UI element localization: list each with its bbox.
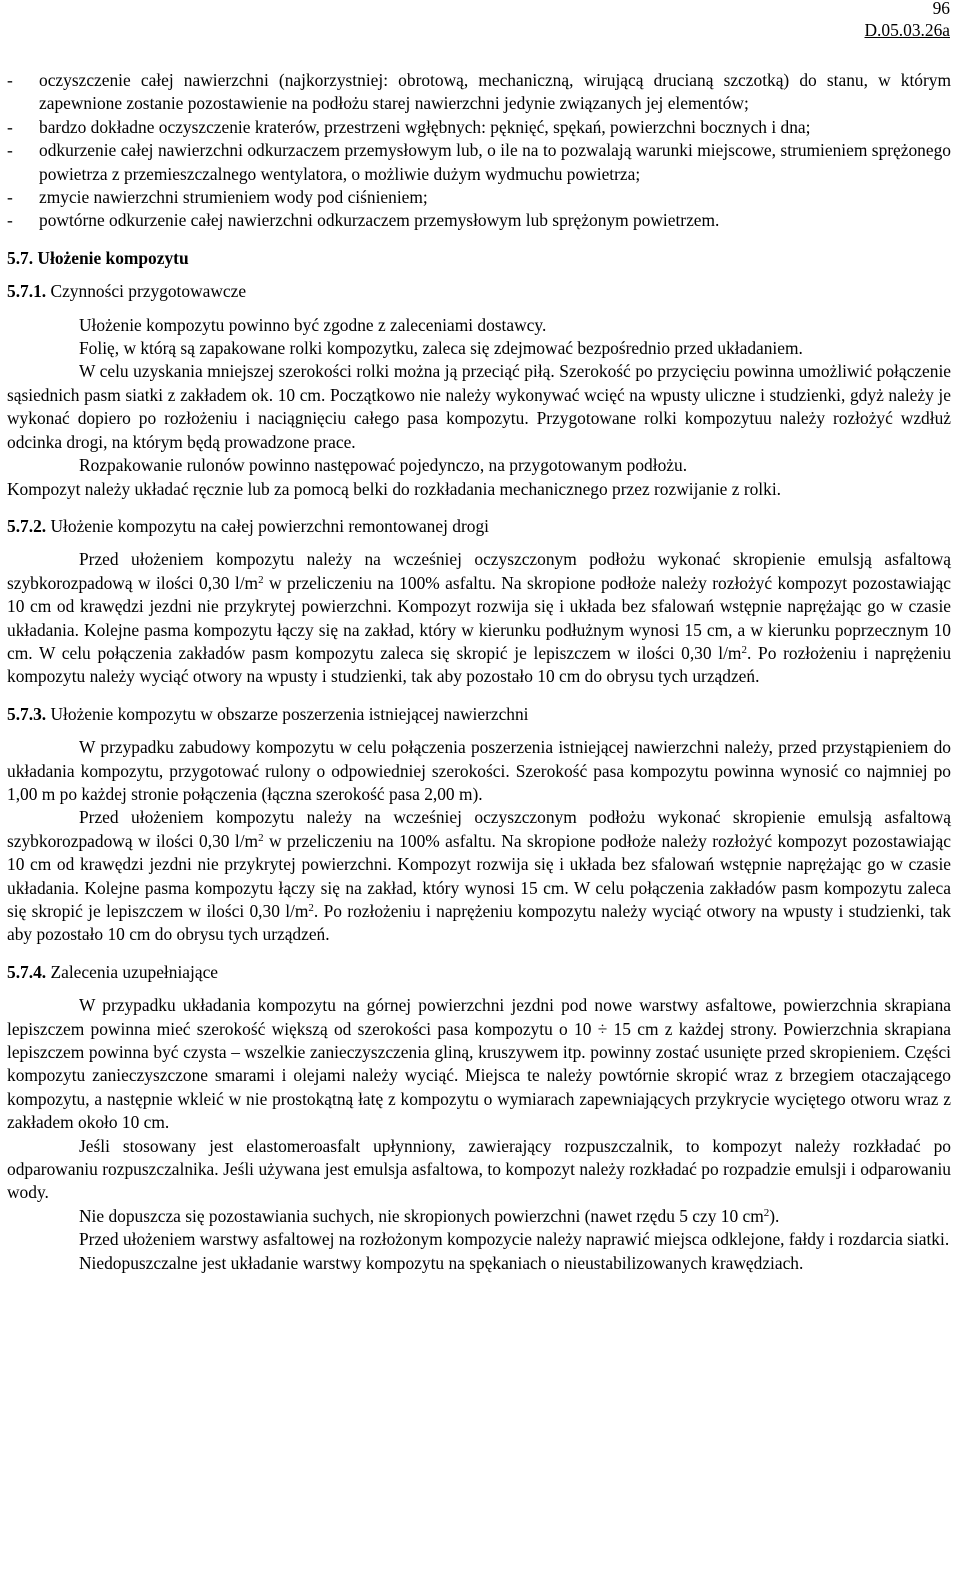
subsection-heading-5-7-4: 5.7.4. Zalecenia uzupełniające: [7, 961, 219, 982]
page-number: 96: [932, 0, 950, 18]
paragraph: Niedopuszczalne jest układanie warstwy kompozytu na spękaniach o nieustabilizowanych krawędziach.: [79, 1252, 804, 1273]
list-item: - bardzo dokładne oczyszczenie kraterów, przestrzeni wgłębnych: pęknięć, spękań, powierzchni bocznych i dna;: [7, 116, 811, 137]
section-heading-5-7: 5.7. Ułożenie kompozytu: [7, 247, 189, 268]
paragraph: Nie dopuszcza się pozostawiania suchych, nie skropionych powierzchni (nawet rzędu 5 czy 10 $cm^2$).: [79, 1205, 780, 1226]
bullet-list: [7, 69, 951, 233]
subsection-heading-5-7-2: 5.7.2. Ułożenie kompozytu na całej powierzchni remontowanej drogi: [7, 515, 489, 536]
paragraph: Przed ułożeniem kompozytu należy na wcześniej oczyszczonym podłożu wykonać skropienie emulsją asfaltową szybkorozpadową w ilości 0,30 $l/m^2$ w przeliczeniu na 100% asfaltu. Na skropione podłoże należy rozłożyć kompozyt pozostawiając 10 cm od krawędzi jezdni nie przykrytej powierzchni. Kompozyt rozwija się i układa bez sfalowań wstępnie naprężając go w czasie układania. Kolejne pasma kompozytu łączy się na zakład, który w kierunku podłużnym wynosi 15 cm, a w kierunku poprzecznym 10 cm. W celu połączenia zakładów pasm kompozytu zaleca się skropić je lepiszczem w ilości 0,30 $l/m^2$. Po rozłożeniu i naprężeniu kompozytu należy wyciąć otwory na wpusty i studzienki, tak aby pozostało 10 cm do obrysu tych urządzeń.: [7, 549, 952, 687]
subsection-5-7-2-body: [7, 548, 951, 688]
list-item: - zmycie nawierzchni strumieniem wody pod ciśnieniem;: [7, 187, 428, 208]
list-item: - odkurzenie całej nawierzchni odkurzaczem przemysłowym lub, o ile na to pozwalają warunki miejscowe, strumieniem sprężonego powietrza z przemieszczalnego wentylatora, o możliwie dużym wydmuchu powietrza;: [7, 140, 951, 184]
document-code: D.05.03.26a: [864, 20, 950, 40]
paragraph: Ułożenie kompozytu powinno być zgodne z zaleceniami dostawcy.: [79, 314, 547, 335]
paragraph: W przypadku zabudowy kompozytu w celu połączenia poszerzenia istniejącej nawierzchni należy, przed przystąpieniem do układania kompozytu, przygotować rulony o odpowiedniej szerokości. Szerokość pasa kompozytu powinna wynosić co najmniej po 1,00 m po każdej stronie połączenia (łączna szerokość pasa 2,00 m).: [7, 737, 951, 804]
subsection-5-7-1-body: [7, 314, 951, 501]
paragraph: W przypadku układania kompozytu na górnej powierzchni jezdni pod nowe warstwy asfaltowe, powierzchnia skrapiana lepiszczem powinna mieć szerokość większą od szerokości pasa kompozytu o 10 ÷ 15 cm z każdej strony. Powierzchnia skrapiana lepiszczem powinna być czysta – wszelkie zanieczyszczenia gliną, kruszywem itp. powinny zostać usunięte przed skropieniem. Części kompozytu zanieczyszczone smarami i olejami należy wyciąć. Miejsca te należy powtórnie skropić wraz z brzegiem otaczającego kompozytu, a następnie wkleić w nie prostokątną łatę z kompozytu o wymiarach zapewniających przykrycie wyciętego otworu wraz z zakładem około 10 cm.: [7, 995, 951, 1133]
page-header: [865, 0, 951, 41]
list-item: - oczyszczenie całej nawierzchni (najkorzystniej: obrotową, mechaniczną, wirującą drucianą szczotką) do stanu, w którym zapewnione zostanie pozostawienie na podłożu starej nawierzchni jedynie związanych jej elementów;: [7, 70, 951, 114]
subsection-heading-5-7-3: 5.7.3. Ułożenie kompozytu w obszarze poszerzenia istniejącej nawierzchni: [7, 703, 529, 724]
paragraph: Kompozyt należy układać ręcznie lub za pomocą belki do rozkładania mechanicznego przez rozwijanie z rolki.: [7, 478, 782, 499]
paragraph: Jeśli stosowany jest elastomeroasfalt upłynniony, zawierający rozpuszczalnik, to kompozyt należy rozkładać po odparowaniu rozpuszczalnika. Jeśli używana jest emulsja asfaltowa, to kompozyt należy rozkładać po rozpadzie emulsji i odparowaniu wody.: [7, 1135, 951, 1203]
paragraph: Rozpakowanie rulonów powinno następować pojedynczo, na przygotowanym podłożu.: [79, 455, 688, 476]
list-item: - powtórne odkurzenie całej nawierzchni odkurzaczem przemysłowym lub sprężonym powietrzem.: [7, 210, 720, 231]
paragraph: Przed ułożeniem warstwy asfaltowej na rozłożonym kompozycie należy naprawić miejsca odklejone, fałdy i rozdarcia siatki.: [79, 1229, 950, 1250]
paragraph: W celu uzyskania mniejszej szerokości rolki można ją przeciąć piłą. Szerokość po przycięciu powinna umożliwić połączenie sąsiednich pasm siatki z zakładem ok. 10 cm. Początkowo nie należy wykonywać wcięć na wpusty uliczne i studzienki, gdyż należy je wykonać dopiero po rozłożeniu i naciągnięciu całego pasa kompozytu. Przygotowane rolki kompozytuu należy rozłożyć wzdłuż odcinka drogi, na którym będą prowadzone prace.: [7, 361, 951, 452]
paragraph: Folię, w którą są zapakowane rolki kompozytku, zaleca się zdejmować bezpośrednio przed układaniem.: [79, 338, 803, 359]
subsection-heading-5-7-1: 5.7.1. Czynności przygotowawcze: [7, 281, 247, 302]
document-body: [7, 69, 951, 1275]
subsection-5-7-4-body: [7, 994, 951, 1275]
paragraph: Przed ułożeniem kompozytu należy na wcześniej oczyszczonym podłożu wykonać skropienie emulsją asfaltową szybkorozpadową w ilości 0,30 $l/m^2$ w przeliczeniu na 100% asfaltu. Na skropione podłoże należy rozłożyć kompozyt pozostawiając 10 cm od krawędzi jezdni nie przykrytej powierzchni. Kompozyt rozwija się i układa bez sfalowań wstępnie naprężając go w czasie układania. Kolejne pasma kompozytu łączy się na zakład, który wynosi 15 cm. W celu połączenia zakładów pasm kompozytu zaleca się skropić je lepiszczem w ilości 0,30 $l/m^2$. Po rozłożeniu i naprężeniu kompozytu należy wyciąć otwory na wpusty i studzienki, tak aby pozostało 10 cm do obrysu tych urządzeń.: [7, 807, 951, 945]
subsection-5-7-3-body: [7, 736, 951, 947]
